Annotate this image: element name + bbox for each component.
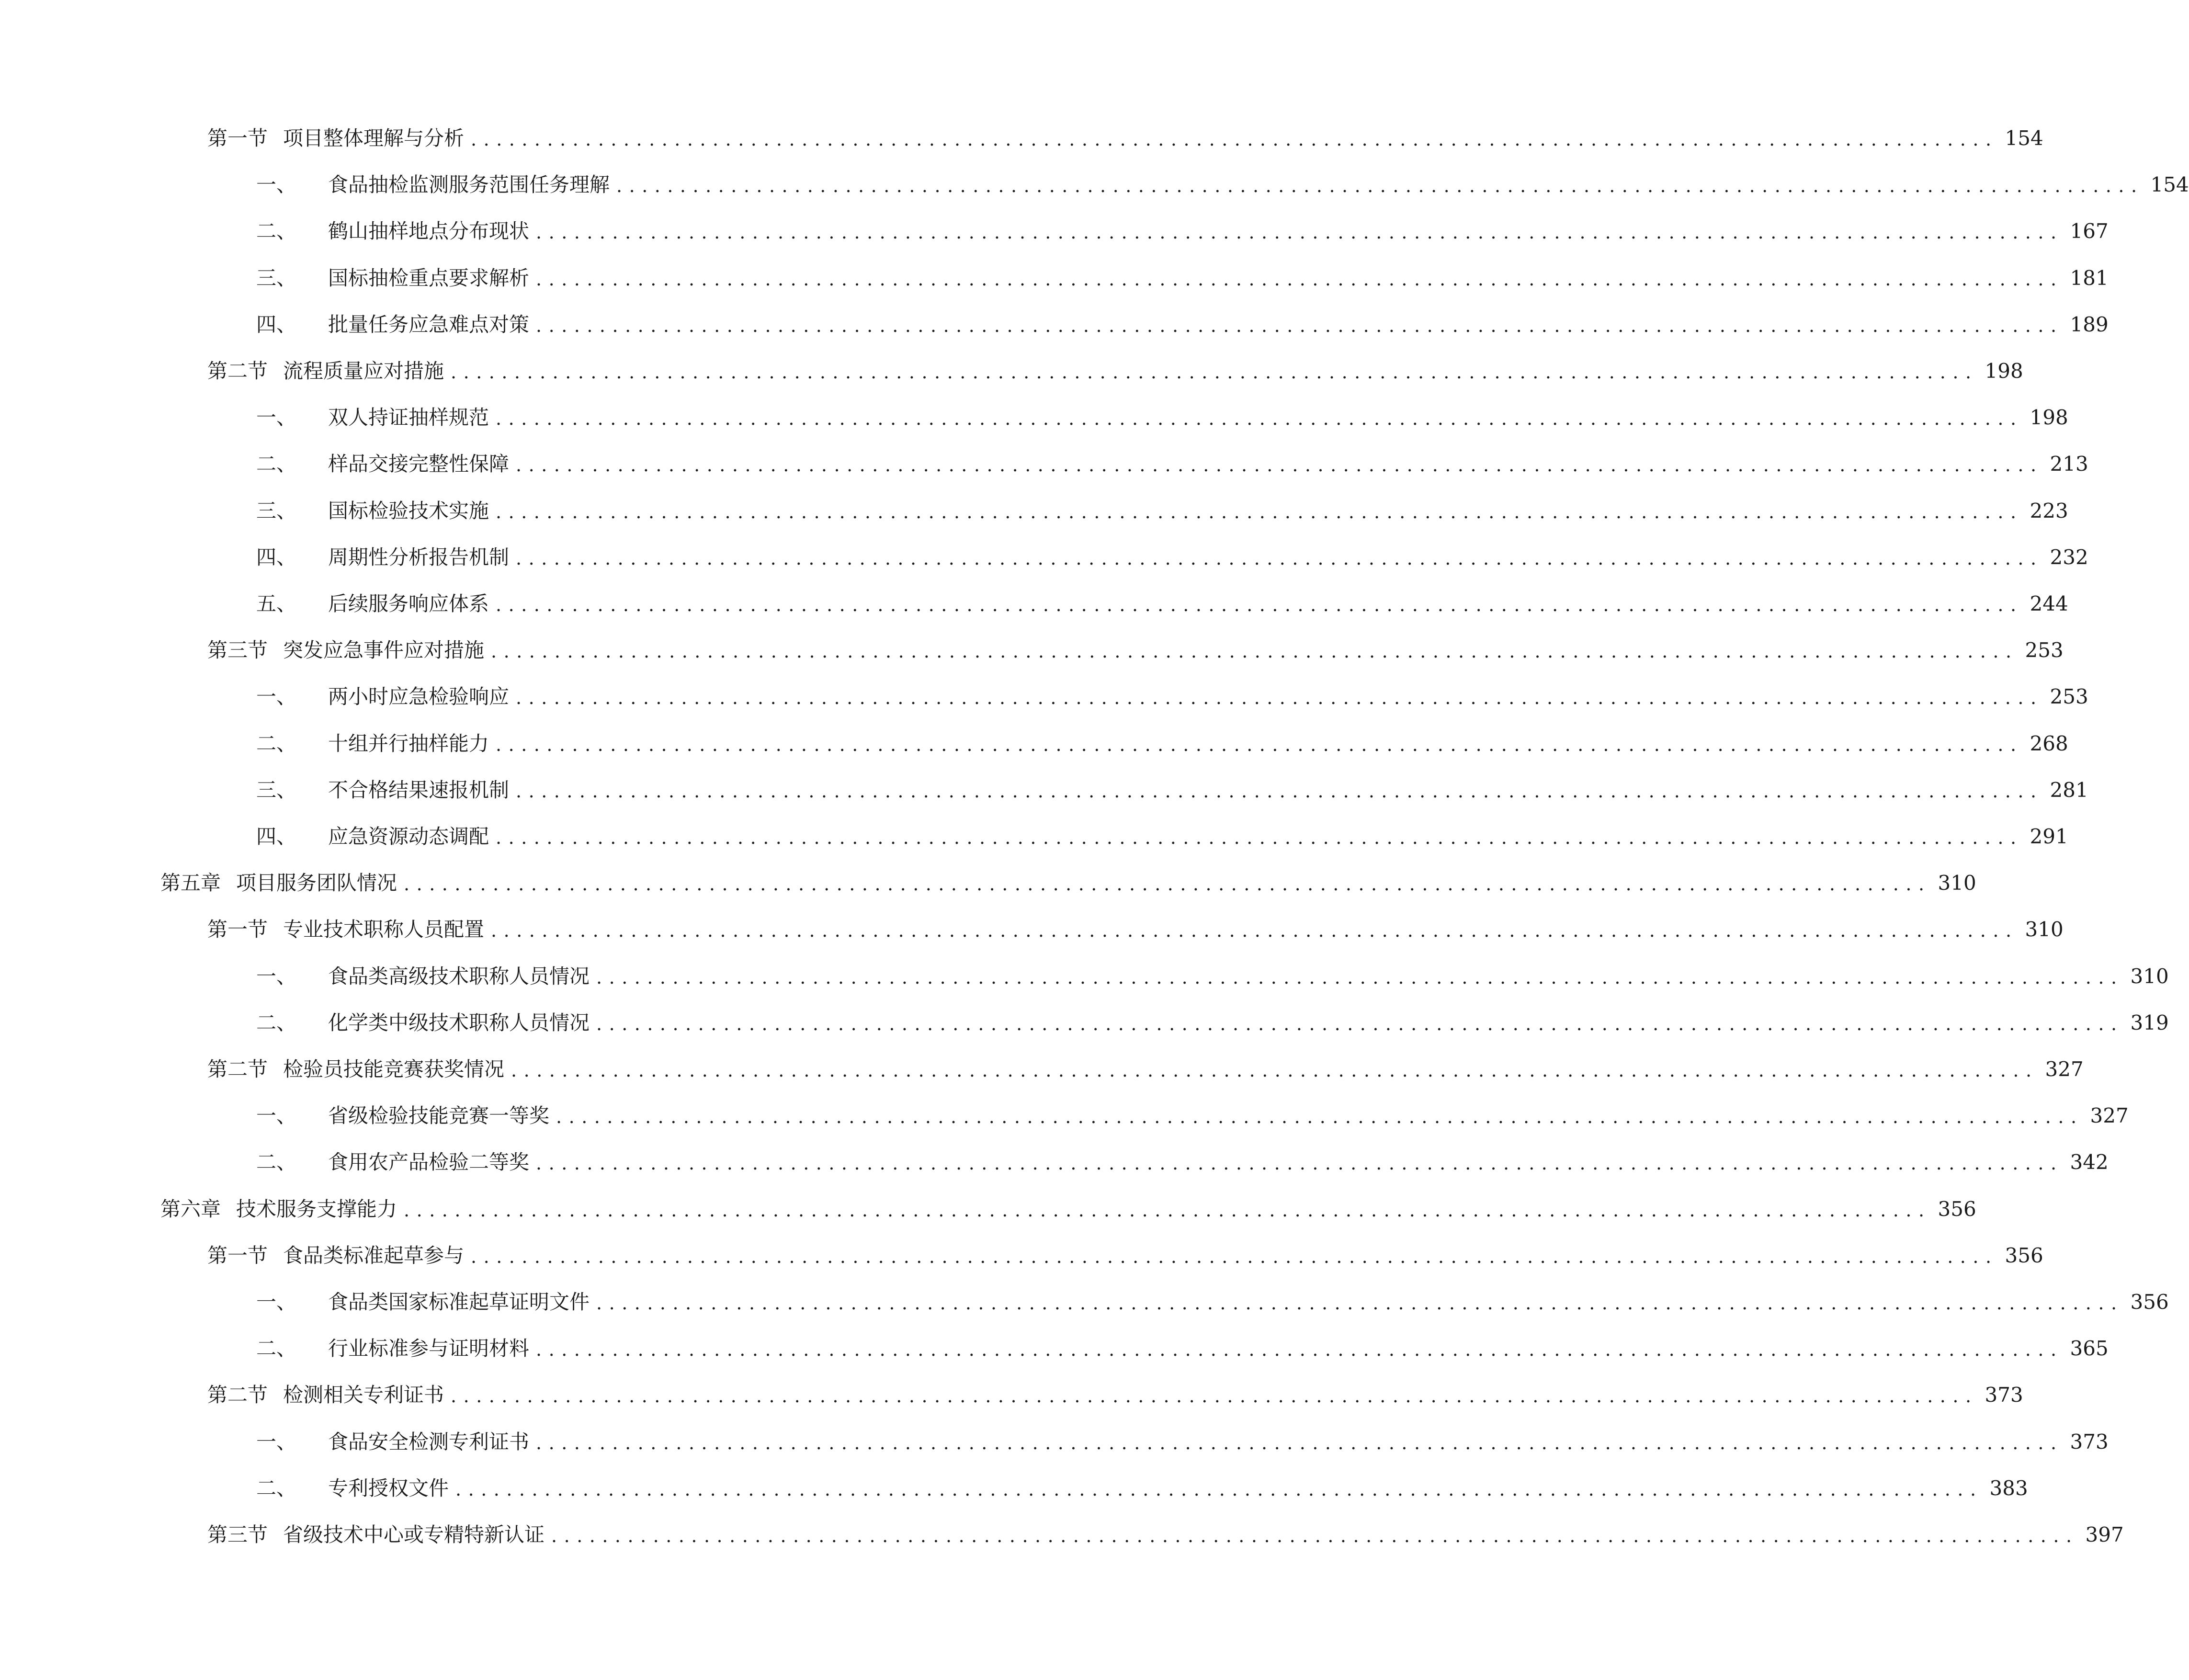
toc-entry[interactable] <box>256 669 2088 708</box>
toc-entry-page-number: 253 <box>2050 685 2088 708</box>
toc-entry-title: 项目服务团队情况 <box>236 871 397 895</box>
toc-entry-number: 第一节 <box>207 918 268 941</box>
toc-entry-page-number: 268 <box>2030 732 2068 755</box>
toc-entry-title: 后续服务响应体系 <box>328 592 489 615</box>
toc-dot-leader: ........................................................................................................................ <box>596 1013 2124 1034</box>
toc-dot-leader: ........................................................................................................................ <box>596 1293 2124 1314</box>
toc-entry-title: 检测相关专利证书 <box>283 1383 444 1407</box>
toc-dot-leader: ........................................................................................................................ <box>536 1432 2064 1453</box>
toc-entry[interactable] <box>256 436 2088 476</box>
toc-entry-number: 第三节 <box>207 1523 268 1546</box>
toc-entry-page-number: 383 <box>1989 1476 2028 1500</box>
toc-entry[interactable] <box>256 1134 2109 1174</box>
toc-entry-page-number: 310 <box>2130 965 2169 988</box>
toc-entry[interactable] <box>207 1041 2084 1081</box>
toc-entry[interactable] <box>207 343 2023 383</box>
toc-entry-page-number: 310 <box>1938 871 1976 895</box>
toc-entry-title: 专利授权文件 <box>328 1476 449 1500</box>
toc-entry-page-number: 310 <box>2025 918 2064 941</box>
toc-dot-leader: ........................................................................................................................ <box>404 874 1931 895</box>
toc-entry[interactable] <box>256 1274 2169 1314</box>
toc-entry-page-number: 291 <box>2030 825 2068 848</box>
toc-entry-title: 样品交接完整性保障 <box>328 452 510 476</box>
toc-dot-leader: ........................................................................................................................ <box>496 501 2023 522</box>
toc-entry-title: 食品安全检测专利证书 <box>328 1430 530 1453</box>
toc-dot-leader: ........................................................................................................................ <box>536 222 2064 243</box>
toc-dot-leader: ........................................................................................................................ <box>455 1479 1983 1500</box>
toc-entry[interactable] <box>256 250 2109 290</box>
toc-entry-number: 三、 <box>256 266 297 290</box>
toc-entry-title: 双人持证抽样规范 <box>328 406 489 429</box>
toc-dot-leader: ........................................................................................................................ <box>536 269 2064 290</box>
toc-entry-number: 一、 <box>256 1104 297 1127</box>
toc-entry-title: 食品抽检监测服务范围任务理解 <box>328 173 610 196</box>
toc-entry-number: 一、 <box>256 1290 297 1314</box>
toc-entry[interactable] <box>256 1460 2028 1500</box>
toc-entry-number: 一、 <box>256 965 297 988</box>
toc-entry-number: 四、 <box>256 825 297 848</box>
toc-entry-page-number: 181 <box>2070 266 2109 290</box>
toc-dot-leader: ........................................................................................................................ <box>616 175 2144 196</box>
toc-entry-page-number: 356 <box>2130 1290 2169 1314</box>
toc-entry-number: 第三节 <box>207 638 268 662</box>
toc-entry-title: 化学类中级技术职称人员情况 <box>328 1011 590 1034</box>
toc-entry-page-number: 167 <box>2070 219 2109 243</box>
toc-entry-page-number: 356 <box>2005 1244 2043 1267</box>
toc-entry-page-number: 244 <box>2030 592 2068 615</box>
toc-entry-title: 省级检验技能竞赛一等奖 <box>328 1104 550 1127</box>
toc-dot-leader: ........................................................................................................................ <box>516 454 2043 476</box>
toc-dot-leader: ........................................................................................................................ <box>516 781 2043 802</box>
toc-entry-title: 食品类高级技术职称人员情况 <box>328 965 590 988</box>
toc-entry[interactable] <box>256 576 2068 615</box>
toc-entry-title: 技术服务支撑能力 <box>236 1197 397 1221</box>
toc-entry-title: 检验员技能竞赛获奖情况 <box>283 1057 505 1081</box>
toc-entry-number: 一、 <box>256 406 297 429</box>
toc-entry-title: 周期性分析报告机制 <box>328 545 510 569</box>
toc-entry[interactable] <box>256 1088 2129 1127</box>
toc-entry[interactable] <box>256 483 2068 522</box>
toc-entry-title: 项目整体理解与分析 <box>283 126 465 150</box>
toc-entry-number: 二、 <box>256 1011 297 1034</box>
toc-entry-page-number: 373 <box>1985 1383 2023 1407</box>
toc-entry-number: 三、 <box>256 499 297 522</box>
toc-dot-leader: ........................................................................................................................ <box>536 1339 2064 1360</box>
toc-entry[interactable] <box>256 948 2169 988</box>
toc-entry[interactable] <box>256 808 2068 848</box>
toc-entry-number: 五、 <box>256 592 297 615</box>
toc-entry-number: 二、 <box>256 1476 297 1500</box>
toc-entry-number: 三、 <box>256 778 297 802</box>
toc-entry[interactable] <box>207 110 2043 150</box>
toc-entry-title: 突发应急事件应对措施 <box>283 638 485 662</box>
toc-entry-page-number: 365 <box>2070 1337 2109 1360</box>
toc-entry-title: 国标抽检重点要求解析 <box>328 266 530 290</box>
toc-entry[interactable] <box>256 1414 2109 1453</box>
toc-entry-page-number: 198 <box>1985 359 2023 383</box>
toc-entry-page-number: 198 <box>2030 406 2068 429</box>
toc-entry-number: 第一节 <box>207 126 268 150</box>
toc-entry-number: 二、 <box>256 452 297 476</box>
toc-dot-leader: ........................................................................................................................ <box>511 1060 2039 1081</box>
toc-dot-leader: ........................................................................................................................ <box>516 687 2043 708</box>
toc-entry[interactable] <box>256 389 2068 429</box>
toc-entry-number: 第二节 <box>207 1057 268 1081</box>
toc-entry-title: 鹤山抽样地点分布现状 <box>328 219 530 243</box>
toc-entry-title: 不合格结果速报机制 <box>328 778 510 802</box>
toc-entry-title: 省级技术中心或专精特新认证 <box>283 1523 545 1546</box>
toc-dot-leader: ........................................................................................................................ <box>496 408 2023 429</box>
toc-entry-page-number: 327 <box>2045 1057 2084 1081</box>
toc-entry-title: 专业技术职称人员配置 <box>283 918 485 941</box>
toc-entry[interactable] <box>207 622 2064 662</box>
toc-entry-page-number: 342 <box>2070 1150 2109 1174</box>
toc-entry[interactable] <box>207 1367 2023 1407</box>
toc-entry-page-number: 223 <box>2030 499 2068 522</box>
toc-entry[interactable] <box>160 1181 1976 1221</box>
toc-entry-page-number: 253 <box>2025 638 2064 662</box>
toc-entry-page-number: 397 <box>2085 1523 2124 1546</box>
toc-entry-number: 一、 <box>256 1430 297 1453</box>
toc-entry-title: 两小时应急检验响应 <box>328 685 510 708</box>
toc-entry-page-number: 281 <box>2050 778 2088 802</box>
toc-dot-leader: ........................................................................................................................ <box>556 1106 2084 1127</box>
toc-entry-page-number: 327 <box>2090 1104 2129 1127</box>
toc-dot-leader: ........................................................................................................................ <box>596 967 2124 988</box>
toc-dot-leader: ........................................................................................................................ <box>496 594 2023 615</box>
toc-entry-title: 批量任务应急难点对策 <box>328 313 530 336</box>
toc-dot-leader: ........................................................................................................................ <box>536 315 2064 336</box>
toc-entry-page-number: 154 <box>2005 126 2043 150</box>
toc-entry-title: 流程质量应对措施 <box>283 359 444 383</box>
toc-entry-page-number: 189 <box>2070 313 2109 336</box>
toc-dot-leader: ........................................................................................................................ <box>491 920 2019 941</box>
toc-entry-number: 一、 <box>256 685 297 708</box>
toc-dot-leader: ........................................................................................................................ <box>516 548 2043 569</box>
toc-dot-leader: ........................................................................................................................ <box>471 1246 1998 1267</box>
toc-entry[interactable] <box>160 855 1976 895</box>
toc-entry-number: 二、 <box>256 1337 297 1360</box>
toc-entry-number: 四、 <box>256 313 297 336</box>
toc-entry-number: 二、 <box>256 732 297 755</box>
toc-entry-number: 四、 <box>256 545 297 569</box>
toc-entry-page-number: 154 <box>2150 173 2189 196</box>
toc-entry-title: 食品类标准起草参与 <box>283 1244 465 1267</box>
toc-entry-number: 二、 <box>256 219 297 243</box>
toc-entry-title: 行业标准参与证明材料 <box>328 1337 530 1360</box>
toc-entry-title: 国标检验技术实施 <box>328 499 489 522</box>
toc-entry[interactable] <box>256 995 2169 1034</box>
toc-entry-title: 食品类国家标准起草证明文件 <box>328 1290 590 1314</box>
toc-entry[interactable] <box>256 157 2189 196</box>
toc-entry[interactable] <box>207 1507 2124 1546</box>
toc-entry[interactable] <box>207 1227 2043 1267</box>
toc-entry-number: 第二节 <box>207 1383 268 1407</box>
toc-entry-number: 第五章 <box>160 871 221 895</box>
toc-dot-leader: ........................................................................................................................ <box>496 827 2023 848</box>
toc-dot-leader: ........................................................................................................................ <box>451 362 1978 383</box>
toc-entry[interactable] <box>256 529 2088 569</box>
toc-entry[interactable] <box>207 901 2064 941</box>
toc-dot-leader: ........................................................................................................................ <box>536 1153 2064 1174</box>
toc-entry-number: 第一节 <box>207 1244 268 1267</box>
toc-dot-leader: ........................................................................................................................ <box>551 1525 2079 1546</box>
toc-entry-page-number: 356 <box>1938 1197 1976 1221</box>
toc-entry[interactable] <box>256 715 2068 755</box>
toc-dot-leader: ........................................................................................................................ <box>496 734 2023 755</box>
toc-dot-leader: ........................................................................................................................ <box>471 129 1998 150</box>
toc-entry-page-number: 373 <box>2070 1430 2109 1453</box>
toc-entry[interactable] <box>256 296 2109 336</box>
toc-entry-page-number: 213 <box>2050 452 2088 476</box>
toc-dot-leader: ........................................................................................................................ <box>404 1200 1931 1221</box>
toc-entry-title: 应急资源动态调配 <box>328 825 489 848</box>
toc-entry-number: 二、 <box>256 1150 297 1174</box>
toc-entry-page-number: 232 <box>2050 545 2088 569</box>
toc-entry-number: 第二节 <box>207 359 268 383</box>
toc-entry[interactable] <box>256 1320 2109 1360</box>
toc-entry-number: 一、 <box>256 173 297 196</box>
toc-entry-title: 食用农产品检验二等奖 <box>328 1150 530 1174</box>
toc-entry-title: 十组并行抽样能力 <box>328 732 489 755</box>
toc-dot-leader: ........................................................................................................................ <box>451 1385 1978 1407</box>
toc-entry-number: 第六章 <box>160 1197 221 1221</box>
toc-entry[interactable] <box>256 203 2109 243</box>
toc-dot-leader: ........................................................................................................................ <box>491 641 2019 662</box>
toc-entry-page-number: 319 <box>2130 1011 2169 1034</box>
toc-entry[interactable] <box>256 762 2088 802</box>
